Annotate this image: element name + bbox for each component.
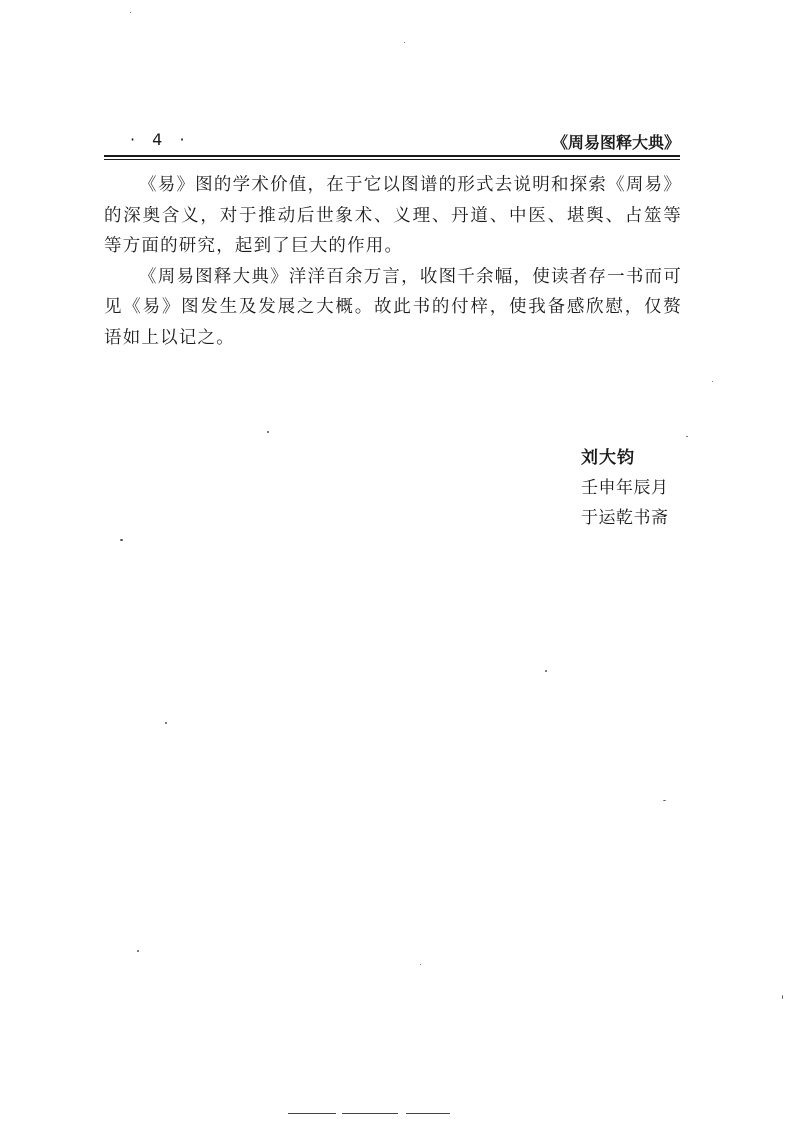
author-name: 刘大钧 [581,448,635,468]
page-number: · 4 · [130,130,191,149]
paragraph: 《周易图释大典》洋洋百余万言，收图千余幅，使读者存一书而可见《易》图发生及发展之大概。故此书的付梓，使我备感欣慰，仅赘语如上以记之。 [104,266,682,348]
scan-speck [545,670,547,672]
header-rule-thin [104,159,680,160]
running-title: 《周易图释大典》 [551,133,680,152]
scan-speck [712,381,713,382]
body-text [104,170,682,353]
scan-speck [267,431,269,433]
scan-speck [782,995,783,999]
scan-edge-marks [288,1113,468,1115]
scan-speck [420,964,421,965]
scan-speck [130,12,131,13]
scan-speck [663,800,666,801]
header-rule-thick [104,155,680,157]
scan-speck [165,722,167,724]
scan-speck [120,539,123,541]
paragraph: 《易》图的学术价值，在于它以图谱的形式去说明和探索《周易》的深奥含义，对于推动后世象术、义理、丹道、中医、堪舆、占筮等等方面的研究，起到了巨大的作用。 [104,175,682,256]
signature-block [581,443,701,533]
signature-place: 于运乾书斋 [581,508,669,528]
scan-speck [404,42,405,43]
page-header [104,126,680,154]
scan-speck [686,436,688,437]
scan-speck [137,950,139,952]
signature-date: 壬申年辰月 [581,478,669,498]
